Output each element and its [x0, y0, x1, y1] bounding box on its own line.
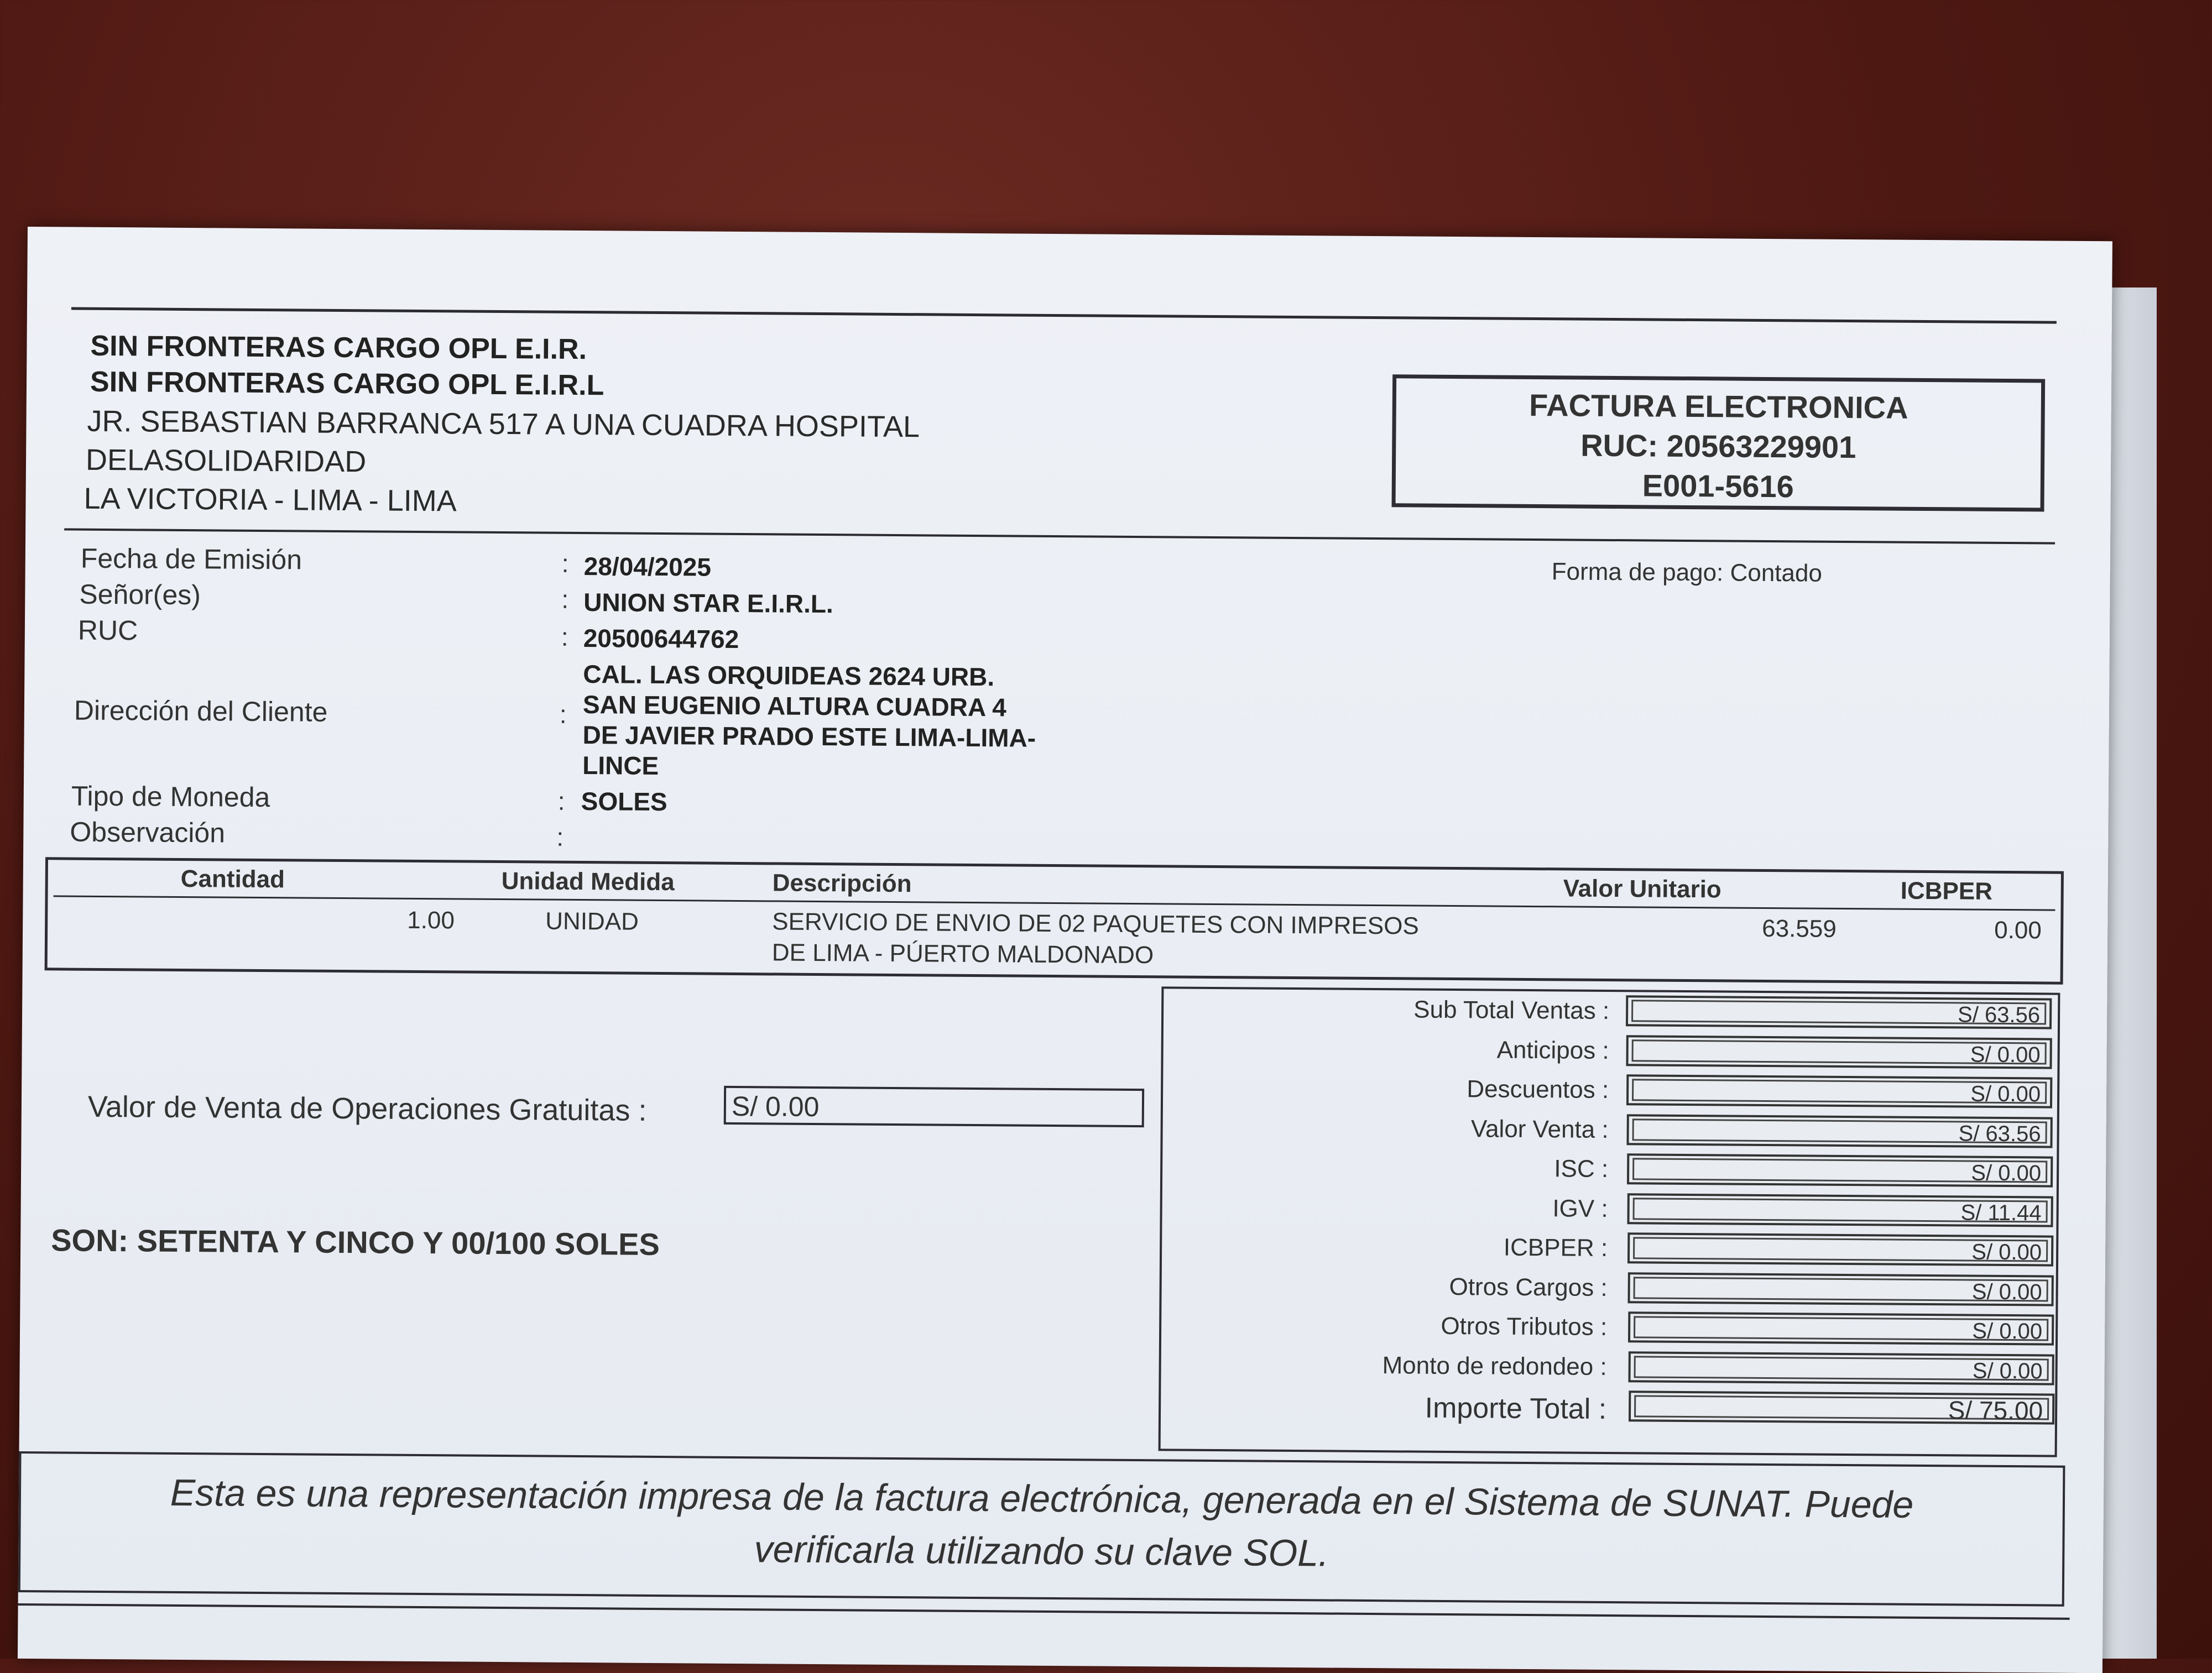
totals-label: Otros Cargos : — [1449, 1273, 1608, 1301]
totals-label: Anticipos : — [1496, 1036, 1609, 1064]
header-cantidad: Cantidad — [180, 865, 285, 893]
moneda-value: SOLES — [581, 787, 667, 817]
direccion-line-4: LINCE — [582, 751, 659, 780]
issuer-name-2: SIN FRONTERAS CARGO OPL E.I.R.L — [90, 365, 604, 402]
totals-label: Monto de redondeo : — [1382, 1351, 1607, 1381]
totals-value: S/ 0.00 — [1632, 1079, 2047, 1104]
row-cantidad: 1.00 — [407, 906, 455, 934]
gratuitas-label: Valor de Venta de Operaciones Gratuitas : — [87, 1090, 647, 1127]
moneda-label: Tipo de Moneda — [71, 780, 270, 813]
totals-value: S/ 75.00 — [1634, 1395, 2049, 1420]
legal-line-2: verificarla utilizando su clave SOL. — [754, 1528, 1329, 1575]
table-header-rule — [54, 895, 2056, 911]
fecha-value: 28/04/2025 — [583, 552, 712, 582]
header-valor-unitario: Valor Unitario — [1563, 875, 1721, 903]
ruc-label: RUC — [77, 614, 138, 646]
direccion-colon: : — [559, 699, 567, 729]
totals-value-box — [1626, 995, 2052, 1029]
totals-label: Descuentos : — [1467, 1075, 1609, 1104]
issuer-address-1: JR. SEBASTIAN BARRANCA 517 A UNA CUADRA HOSPITAL — [87, 404, 920, 444]
document-number: E001-5616 — [1642, 468, 1794, 504]
amount-in-words: SON: SETENTA Y CINCO Y 00/100 SOLES — [50, 1222, 660, 1262]
senor-label: Señor(es) — [79, 578, 201, 611]
direccion-line-3: DE JAVIER PRADO ESTE LIMA-LIMA- — [582, 720, 1036, 752]
items-table — [45, 857, 2064, 984]
totals-value: S/ 0.00 — [1634, 1316, 2048, 1341]
gratuitas-box — [724, 1086, 1144, 1127]
legal-box — [18, 1451, 2065, 1607]
totals-label: Importe Total : — [1425, 1392, 1607, 1425]
legal-line-1: Esta es una representación impresa de la factura electrónica, generada en el Sistema de SUNAT. Puede — [170, 1471, 1914, 1526]
issuer-address-2: DELASOLIDARIDAD — [85, 443, 367, 479]
document-ruc: RUC: 20563229901 — [1580, 427, 1856, 465]
direccion-line-1: CAL. LAS ORQUIDEAS 2624 URB. — [583, 660, 995, 692]
forma-pago: Forma de pago: Contado — [1551, 558, 1823, 587]
totals-value: S/ 0.00 — [1634, 1356, 2049, 1381]
document-type: FACTURA ELECTRONICA — [1528, 387, 1908, 425]
direccion-line-2: SAN EUGENIO ALTURA CUADRA 4 — [582, 690, 1006, 722]
totals-value-box — [1629, 1390, 2054, 1424]
totals-value-box — [1627, 1153, 2053, 1187]
bottom-rule — [18, 1603, 2070, 1620]
header-icbper: ICBPER — [1900, 877, 1993, 905]
document-id-box — [1392, 374, 2046, 511]
issuer-address-3: LA VICTORIA - LIMA - LIMA — [84, 482, 457, 518]
top-rule — [71, 307, 2057, 324]
totals-value: S/ 63.56 — [1631, 1000, 2046, 1024]
totals-value-box — [1626, 1074, 2052, 1108]
totals-value: S/ 0.00 — [1634, 1277, 2048, 1301]
header-unidad: Unidad Medida — [501, 867, 675, 896]
moneda-colon: : — [557, 786, 565, 815]
fecha-colon: : — [561, 548, 569, 578]
totals-label: ICBPER : — [1503, 1233, 1608, 1262]
totals-value-box — [1627, 1232, 2053, 1266]
totals-value: S/ 0.00 — [1633, 1237, 2048, 1262]
totals-label: Valor Venta : — [1470, 1115, 1609, 1143]
totals-value: S/ 0.00 — [1632, 1039, 2047, 1064]
totals-value: S/ 11.44 — [1633, 1198, 2048, 1222]
issuer-name-1: SIN FRONTERAS CARGO OPL E.I.R. — [90, 330, 587, 366]
senor-colon: : — [561, 584, 569, 614]
row-icbper: 0.00 — [1994, 916, 2042, 944]
totals-label: Otros Tributos : — [1441, 1312, 1608, 1341]
row-descripcion-1: SERVICIO DE ENVIO DE 02 PAQUETES CON IMPRESOS — [772, 908, 1419, 940]
totals-value-box — [1626, 1035, 2052, 1069]
totals-value: S/ 63.56 — [1632, 1118, 2047, 1143]
header-rule — [64, 528, 2055, 544]
row-unidad: UNIDAD — [545, 907, 639, 935]
fecha-label: Fecha de Emisión — [80, 542, 302, 576]
direccion-label: Dirección del Cliente — [74, 694, 328, 728]
invoice-sheet — [18, 227, 2112, 1673]
totals-label: ISC : — [1554, 1155, 1609, 1183]
row-descripcion-2: DE LIMA - PÚERTO MALDONADO — [771, 939, 1154, 969]
row-valor-unitario: 63.559 — [1762, 914, 1837, 943]
gratuitas-value: S/ 0.00 — [731, 1090, 820, 1123]
totals-value-box — [1628, 1311, 2054, 1345]
observacion-label: Observación — [70, 816, 226, 849]
ruc-colon: : — [561, 622, 568, 651]
ruc-value: 20500644762 — [583, 624, 739, 653]
totals-value-box — [1627, 1193, 2053, 1227]
totals-value-box — [1626, 1114, 2052, 1148]
totals-value-box — [1628, 1351, 2054, 1385]
totals-value: S/ 0.00 — [1632, 1158, 2047, 1183]
observacion-colon: : — [556, 822, 564, 851]
totals-label: Sub Total Ventas : — [1413, 996, 1610, 1025]
senor-value: UNION STAR E.I.R.L. — [583, 588, 833, 619]
totals-label: IGV : — [1552, 1194, 1608, 1222]
totals-value-box — [1627, 1272, 2053, 1306]
header-descripcion: Descripción — [772, 869, 912, 898]
